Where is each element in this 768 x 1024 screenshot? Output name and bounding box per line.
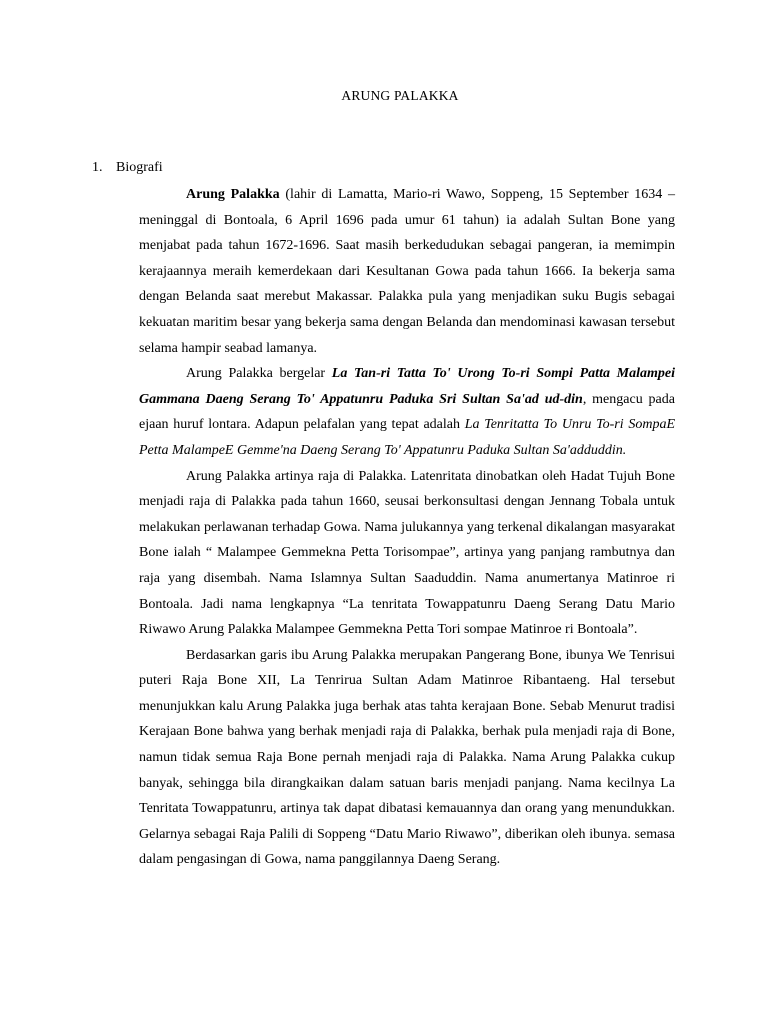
bold-name: Arung Palakka (186, 187, 280, 202)
document-title: ARUNG PALAKKA (341, 88, 459, 103)
full-title-bold-italic: La Tan-ri Tatta To' Urong To-ri Sompi Patta Malampei Gammana Daeng Serang To' Appatunru Paduka Sri Sultan Sa'ad ud-din (139, 366, 675, 407)
paragraph-1-text: (lahir di Lamatta, Mario-ri Wawo, Soppeng, 15 September 1634 – meninggal di Bontoala, 6 April 1696 pada umur 61 tahun) ia adalah Sultan Bone yang menjabat pada tahun 1672-1696. Saat masih berkedudukan sebagai pangeran, ia memimpin kerajaannya meraih kemerdekaan dari Kesultanan Gowa pada tahun 1666. Ia bekerja sama dengan Belanda saat merebut Makassar. Palakka pula yang menjadikan suku Bugis sebagai kekuatan maritim besar yang bekerja sama dengan Belanda dan mendominasi kawasan tersebut selama hampir seabad lamanya. (139, 187, 676, 356)
paragraph-2-lead: Arung Palakka bergelar (186, 366, 332, 382)
paragraph-3: Arung Palakka artinya raja di Palakka. Latenritata dinobatkan oleh Hadat Tujuh Bone menjadi raja di Palakka pada tahun 1660, seusai berkonsultasi dengan Jennang Tobala untuk melakukan perlawanan terhadap Gowa. Nama julukannya yang terkenal dikalangan masyarakat Bone ialah “ Malampee Gemmekna Petta Torisompae”, artinya yang panjang rambutnya dan raja yang disembah. Nama Islamnya Sultan Saaduddin. Nama anumertanya Matinroe ri Bontoala. Jadi nama lengkapnya “La tenritata Towappatunru Daeng Serang Datu Mario Riwawo Arung Palakka Malampee Gemmekna Petta Tori sompae Matinroe ri Bontoala”. (139, 468, 675, 638)
pronunciation-italic: La Tenritatta To Unru To-ri SompaE Petta MalampeE Gemme'na Daeng Serang To' Appatunru Paduka Sultan Sa'adduddin. (139, 417, 676, 458)
section-title: Biografi (116, 160, 163, 175)
paragraph-2-middle: , mengacu pada ejaan huruf lontara. Adapun pelafalan yang tepat adalah (139, 391, 675, 433)
paragraph-4: Berdasarkan garis ibu Arung Palakka merupakan Pangerang Bone, ibunya We Tenrisui puteri Raja Bone XII, La Tenrirua Sultan Adam Matinroe Ribantaeng. Hal tersebut menunjukkan kalu Arung Palakka juga berhak atas tahta kerajaan Bone. Sebab Menurut tradisi Kerajaan Bone bahwa yang berhak menjadi raja di Palakka, berhak pula menjadi raja di Bone, namun tidak semua Raja Bone pernah menjadi raja di Palakka. Nama Arung Palakka cukup banyak, sehingga bila dirangkaikan dalam satuan baris menjadi panjang. Nama kecilnya La Tenritata Towappatunru, artinya tak dapat dibatasi kemauannya dan orang yang menundukkan. Gelarnya sebagai Raja Palili di Soppeng “Datu Mario Riwawo”, diberikan oleh ibunya. semasa dalam pengasingan di Gowa, nama panggilannya Daeng Serang. (139, 647, 675, 868)
section-number: 1. (92, 160, 103, 175)
section-heading (92, 160, 163, 176)
paragraph-1 (139, 182, 675, 361)
section-body (139, 182, 675, 873)
paragraph-2 (139, 361, 675, 463)
